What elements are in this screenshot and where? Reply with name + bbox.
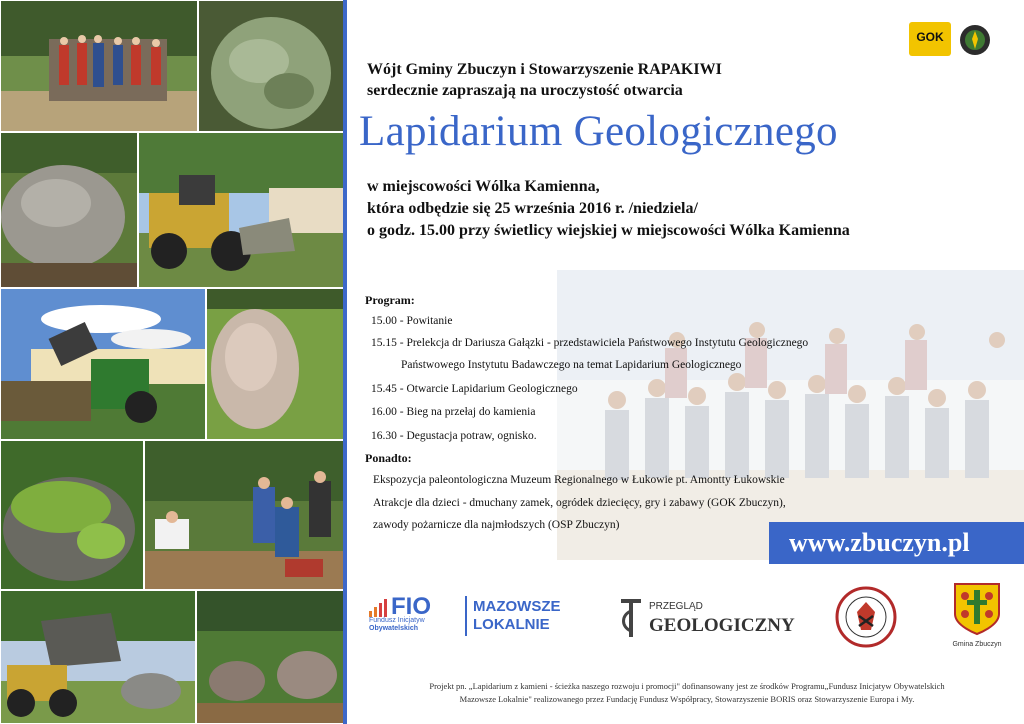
gmina-crest — [947, 582, 1007, 652]
details-line-3: o godz. 15.00 przy świetlicy wiejskiej w miejscowości Wólka Kamienna — [367, 222, 850, 239]
photo-collage — [0, 0, 344, 724]
footer-note — [367, 680, 1007, 706]
website-link[interactable]: www.zbuczyn.pl — [769, 522, 1024, 564]
footer-line-2: Mazowsze Lokalnie" realizowanego przez Fundację Fundusz Współpracy, Stowarzyszenie BORIS oraz Stowarzyszenie Europa i My. — [459, 694, 915, 704]
extras-item: Atrakcje dla dzieci - dmuchany zamek, ogródek dziecięcy, gry i zabawy (GOK Zbuczyn), — [373, 497, 786, 509]
extras-heading: Ponadto: — [365, 451, 412, 465]
photo-green-tractor — [0, 288, 206, 440]
details-line-2: która odbędzie się 25 września 2016 r. /niedziela/ — [367, 200, 698, 217]
program-item: 15.45 - Otwarcie Lapidarium Geologicznego — [371, 383, 578, 395]
fio-bars-icon — [369, 597, 389, 617]
photo-large-stone — [0, 132, 138, 288]
program-item: 15.00 - Powitanie — [371, 315, 453, 327]
extras-item: Ekspozycja paleontologiczna Muzeum Regionalnego w Łukowie pt. Amontty Łukowskie — [373, 474, 785, 486]
przeglad-emblem-icon — [619, 597, 643, 639]
photo-group-on-trailer — [0, 0, 198, 132]
osp-emblem-icon — [959, 22, 991, 58]
photo-crowd-background — [557, 270, 1024, 560]
mazowsze-line-1: MAZOWSZE — [473, 598, 561, 615]
mazowsze-line-2: LOKALNIE — [473, 616, 550, 633]
gok-logo — [909, 22, 951, 56]
photo-excavator — [0, 590, 196, 724]
photo-field-stones — [196, 590, 344, 724]
program-item: Państwowego Instytutu Badawczego na temat Lapidarium Geologicznego — [401, 359, 742, 371]
intro-line-2: serdecznie zapraszają na uroczystość otwarcia — [367, 82, 683, 99]
photo-pink-granite — [206, 288, 344, 440]
event-title: Lapidarium Geologicznego — [359, 108, 838, 155]
przeglad-line-1: PRZEGLĄD — [649, 601, 703, 612]
przeglad-logo — [619, 597, 809, 641]
intro-line-1: Wójt Gminy Zbuczyn i Stowarzyszenie RAPAKIWI — [367, 61, 722, 78]
program-item: 16.30 - Degustacja potraw, ognisko. — [371, 430, 537, 442]
photo-moss-rock — [0, 440, 144, 590]
fio-sub-1: Fundusz Inicjatyw — [369, 617, 425, 624]
photo-mossy-boulder — [198, 0, 344, 132]
program-heading: Program: — [365, 293, 415, 307]
photo-yellow-loader — [138, 132, 344, 288]
details-line-1: w miejscowości Wólka Kamienna, — [367, 178, 600, 195]
logo-separator — [465, 596, 467, 636]
extras-item: zawody pożarnicze dla najmłodszych (OSP Zbuczyn) — [373, 519, 620, 531]
gmina-crest-icon — [953, 582, 1001, 636]
society-seal-icon — [835, 586, 897, 648]
fio-logo-text: FIO — [391, 593, 431, 620]
program-item: 15.15 - Prelekcja dr Dariusza Gałązki - przedstawiciela Państwowego Instytutu Geologicznego — [371, 337, 809, 349]
gmina-crest-label: Gmina Zbuczyn — [952, 641, 1002, 648]
fio-logo — [369, 593, 469, 637]
fio-sub-2: Obywatelskich — [369, 625, 419, 632]
footer-line-1: Projekt pn. „Lapidarium z kamieni - ścieżka naszego rozwoju i promocji" dofinansowany jest ze środków Programu„Fundusz Inicjatyw Obywatelskich — [429, 681, 945, 691]
przeglad-line-2: GEOLOGICZNY — [649, 615, 795, 636]
gok-logo-text: GOK — [916, 30, 944, 44]
poster-content — [347, 0, 1024, 724]
photo-workers — [144, 440, 344, 590]
mazowsze-logo — [473, 598, 561, 634]
program-item: 16.00 - Bieg na przełaj do kamienia — [371, 406, 536, 418]
